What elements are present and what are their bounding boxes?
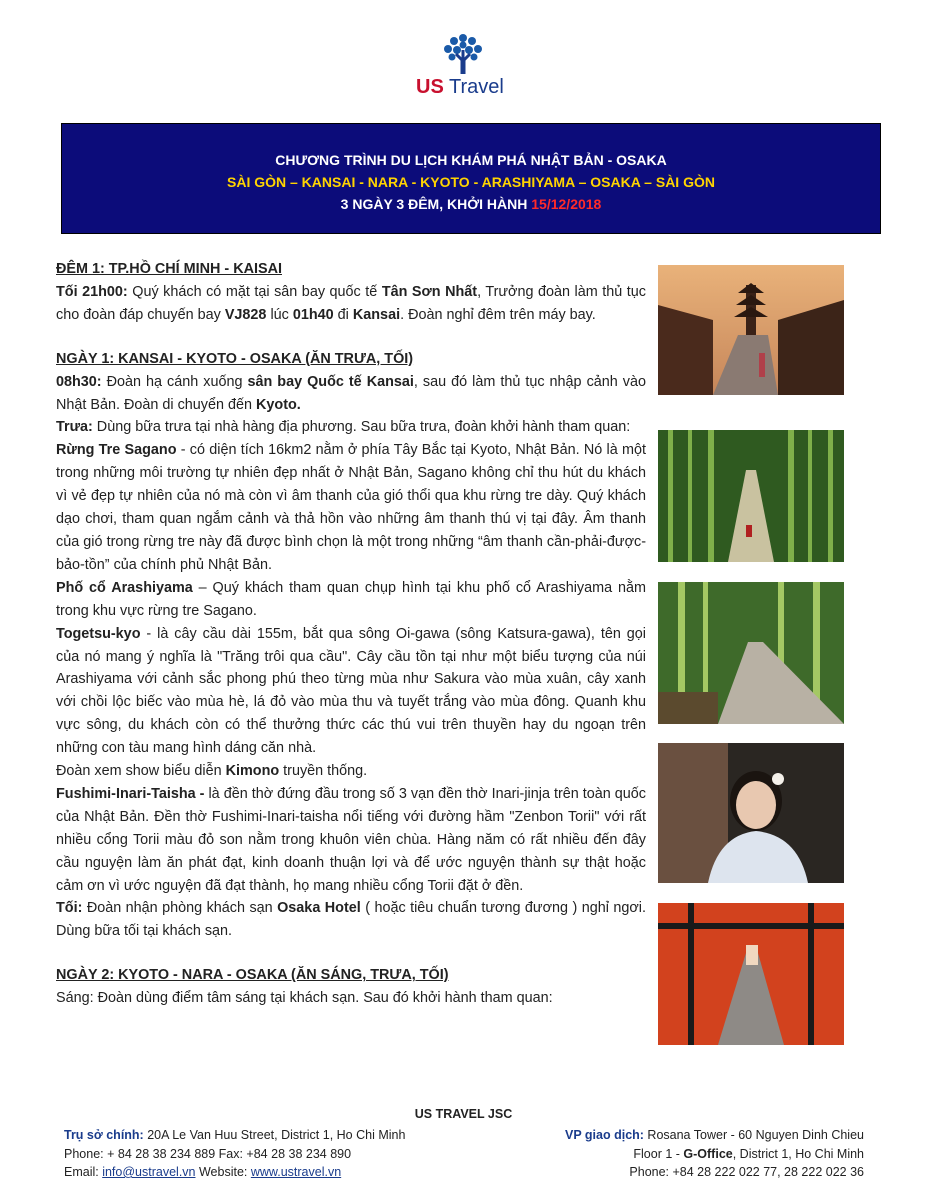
footer-company: US TRAVEL JSC — [414, 1107, 513, 1121]
email-link[interactable]: info@ustravel.vn — [102, 1165, 196, 1179]
title-banner — [61, 123, 881, 234]
bamboo-forest-photo — [658, 582, 844, 724]
banner-duration: 3 NGÀY 3 ĐÊM, KHỞI HÀNH 15/12/2018 — [340, 196, 602, 212]
day1-evening: Tối: Đoàn nhận phòng khách sạn Osaka Hotel ( hoặc tiêu chuẩn tương đương ) nghỉ ngơi. Dùng bữa tối tại khách sạn. — [56, 900, 646, 940]
itinerary-content — [56, 258, 646, 1010]
page-footer — [0, 1105, 927, 1179]
day1-heading: NGÀY 1: KANSAI - KYOTO - OSAKA (ĂN TRƯA, TỐI) — [56, 350, 414, 367]
day1-arrival: 08h30: Đoàn hạ cánh xuống sân bay Quốc tế Kansai, sau đó làm thủ tục nhập cảnh vào Nhật Bản. Đoàn di chuyển đến Kyoto. — [56, 373, 646, 413]
tree-icon — [440, 30, 486, 76]
day2-morning: Sáng: Đoàn dùng điểm tâm sáng tại khách sạn. Sau đó khởi hành tham quan: — [56, 990, 553, 1007]
pagoda-street-photo — [658, 265, 844, 395]
day1-arashiyama: Phố cổ Arashiyama – Quý khách tham quan chụp hình tại khu phố cổ Arashiyama nằm trong khu vực rừng tre Sagano. — [56, 579, 646, 619]
banner-title: CHƯƠNG TRÌNH DU LỊCH KHÁM PHÁ NHẬT BẢN - OSAKA — [275, 152, 667, 168]
day1-sagano: Rừng Tre Sagano - có diện tích 16km2 nằm ở phía Tây Bắc tại Kyoto, Nhật Bản. Nó là một trong những môi trường tự nhiên đẹp nhất ở Nhật Bản, Sagano không chỉ thu hút du khách vì vẻ đẹp tự nhiên của nó mà còn vì âm thanh của gió thổi qua khu rừng tre dày. Quý khách dạo chơi, tham quan ngắm cảnh và thả hồn vào những âm thanh thú vị tại đây. Âm thanh của gió trong rừng tre này đã được bình chọn là một trong những “âm thanh cần-phải-được-bảo-tồn” của chính phủ Nhật Bản. — [56, 442, 646, 573]
night1-paragraph: Tối 21h00: Quý khách có mặt tại sân bay quốc tế Tân Sơn Nhất, Trưởng đoàn làm thủ tục cho đoàn đáp chuyến bay VJ828 lúc 01h40 đi Kansai. Đoàn nghỉ đêm trên máy bay. — [56, 283, 646, 323]
logo-us-text: US — [416, 76, 444, 98]
company-logo — [412, 30, 516, 100]
day1-lunch: Trưa: Dùng bữa trưa tại nhà hàng địa phương. Sau bữa trưa, đoàn khởi hành tham quan: — [56, 419, 631, 436]
footer-headquarters: Trụ sở chính: 20A Le Van Huu Street, District 1, Ho Chi Minh Phone: + 84 28 38 234 889 Fax: +84 28 38 234 890 Email: info@ustravel.vn Website: www.ustravel.vn — [64, 1128, 406, 1179]
day1-kimono: Đoàn xem show biểu diễn Kimono truyền thống. — [56, 763, 368, 780]
day1-fushimi: Fushimi-Inari-Taisha - là đền thờ đứng đầu trong số 3 vạn đền thờ Inari-jinja trên toàn quốc của Nhật Bản. Đền thờ Fushimi-Inari-taisha nổi tiếng với đường hầm "Zenbon Torii" với rất nhiều cổng Torii màu đỏ son nằm trong khuôn viên chùa. Hàng năm có rất nhiều đến đây cầu nguyện làm ăn phát đạt, kinh doanh thuận lợi và để ước nguyện thành sự thật hoặc cảm ơn vì ước nguyện đã đạt thành, họ mang nhiều cổng Torii đặt ở đền. — [56, 785, 646, 894]
bamboo-path-photo — [658, 430, 844, 562]
day2-heading: NGÀY 2: KYOTO - NARA - OSAKA (ĂN SÁNG, TRƯA, TỐI) — [56, 967, 449, 984]
torii-gates-photo — [658, 903, 844, 1045]
night1-heading: ĐÊM 1: TP.HỒ CHÍ MINH - KAISAI — [56, 261, 282, 277]
departure-date: 15/12/2018 — [531, 196, 602, 212]
footer-office: VP giao dịch: Rosana Tower - 60 Nguyen Dinh Chieu Floor 1 - G-Office, District 1, Ho Chi Minh Phone: +84 28 222 022 77, 28 222 022 36 — [565, 1128, 864, 1179]
logo-travel-text: Travel — [449, 76, 504, 98]
website-link[interactable]: www.ustravel.vn — [250, 1165, 342, 1179]
kimono-woman-photo — [658, 743, 844, 883]
day1-togetsu: Togetsu-kyo - là cây cầu dài 155m, bắt qua sông Oi-gawa (sông Katsura-gawa), tên gọi của nó mang ý nghĩa là "Trăng trôi qua cầu". Cây cầu tồn tại như một biểu tượng của núi Arashiyama với cảnh sắc phong phú theo từng mùa như Sakura vào mùa xuân, cây xanh với chồi lộc biếc vào mùa hè, lá đỏ vào mùa thu và tuyết trắng vào mùa đông. Quanh khu vực sông, du khách còn có thể thưởng thức các thú vui trên thuyền hay du ngoạn trên những con tàu mang hình dáng căn nhà. — [56, 625, 646, 757]
banner-route: SÀI GÒN – KANSAI - NARA - KYOTO - ARASHIYAMA – OSAKA – SÀI GÒN — [227, 174, 715, 190]
